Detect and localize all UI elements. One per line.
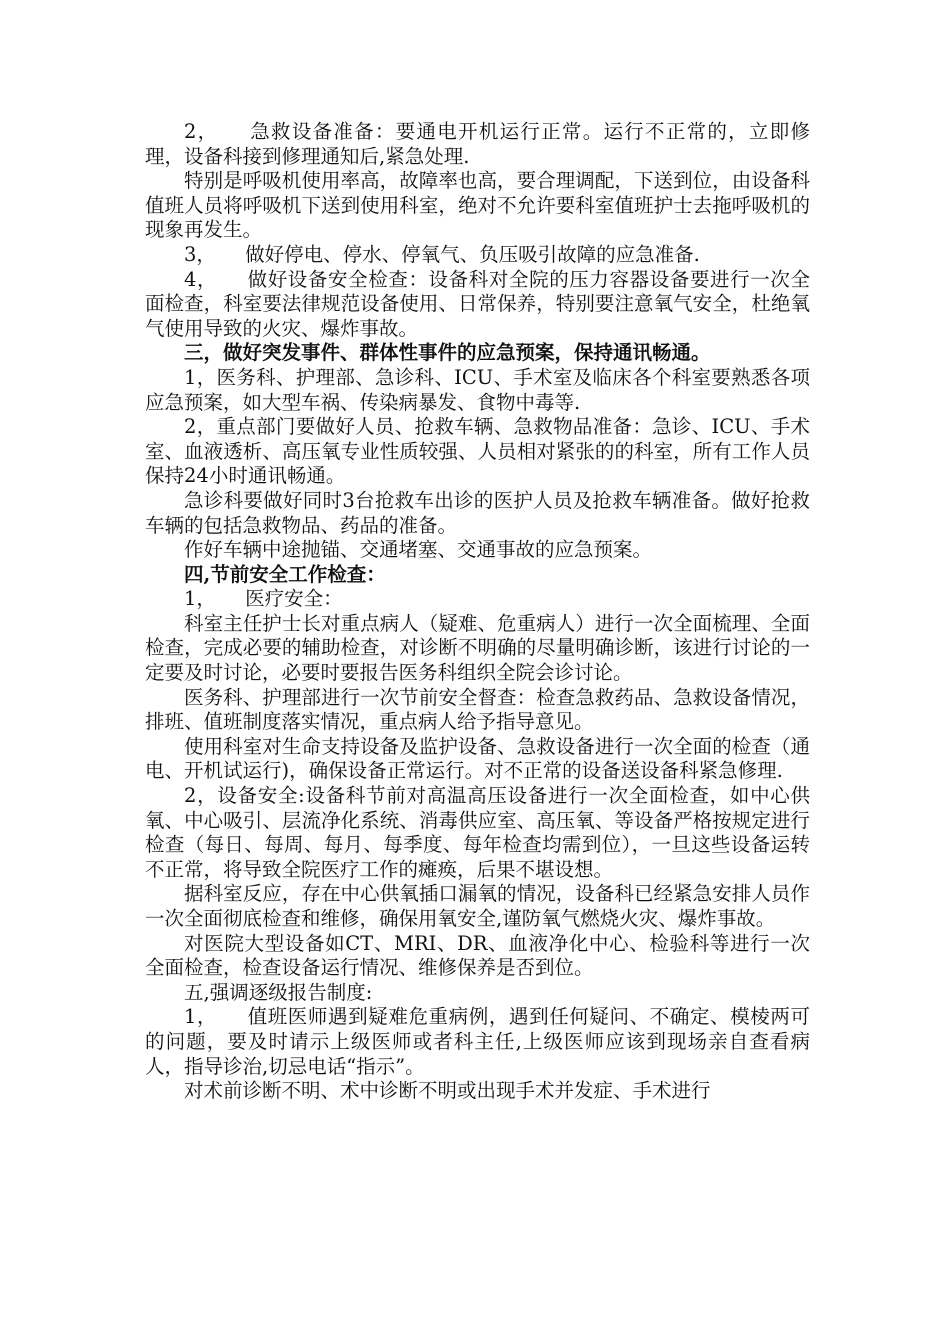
document-page: [145, 120, 810, 1104]
paragraph-2: 特别是呼吸机使用率高，故障率也高，要合理调配，下送到位，由设备科值班人员将呼吸机下送到使用科室，绝对不允许要科室值班护士去拖呼吸机的现象再发生。: [145, 169, 810, 242]
paragraph-8: 急诊科要做好同时3台抢救车出诊的医护人员及抢救车辆准备。做好抢救车辆的包括急救物品、药品的准备。: [145, 488, 810, 537]
paragraph-1: 2， 急救设备准备：要通电开机运行正常。运行不正常的，立即修理，设备科接到修理通知后,紧急处理.: [145, 120, 810, 168]
section-heading-4: 四,节前安全工作检查：: [184, 562, 386, 586]
paragraph-14: 使用科室对生命支持设备及监护设备、急救设备进行一次全面的检查（通电、开机试运行)，确保设备正常运行。对不正常的设备送设备科紧急修理.: [145, 734, 810, 783]
paragraph-9: 作好车辆中途抛锚、交通堵塞、交通事故的应急预案。: [184, 538, 653, 562]
paragraph-17: 对医院大型设备如CT、MRI、DR、血液净化中心、检验科等进行一次全面检查，检查设备运行情况、维修保养是否到位。: [145, 931, 810, 980]
section-heading-3: 三，做好突发事件、群体性事件的应急预案，保持通讯畅通。: [184, 341, 711, 365]
paragraph-15: 2，设备安全:设备科节前对高温高压设备进行一次全面检查，如中心供氧、中心吸引、层流净化系统、消毒供应室、高压氧、等设备严格按规定进行检查（每日、每周、每月、每季度、每年检查均需到位），一旦这些设备运转不正常，将导致全院医疗工作的瘫痪，后果不堪设想。: [145, 784, 810, 881]
paragraph-19: 1， 值班医师遇到疑难危重病例，遇到任何疑问、不确定、模棱两可的问题，要及时请示上级医师或者科主任,上级医师应该到现场亲自查看病人，指导诊治,切忌电话“指示”。: [145, 1005, 810, 1078]
paragraph-20: 对术前诊断不明、术中诊断不明或出现手术并发症、手术进行: [184, 1079, 711, 1103]
paragraph-11: 1， 医疗安全：: [184, 587, 343, 611]
paragraph-16: 据科室反应，存在中心供氧插口漏氧的情况，设备科已经紧急安排人员作一次全面彻底检查和维修，确保用氧安全,谨防氧气燃烧火灾、爆炸事故。: [145, 882, 810, 930]
paragraph-4: 4， 做好设备安全检查：设备科对全院的压力容器设备要进行一次全面检查，科室要法律规范设备使用、日常保养，特别要注意氧气安全，杜绝氧气使用导致的火灾、爆炸事故。: [145, 267, 810, 340]
section-heading-5: 五,强调逐级报告制度:: [184, 980, 373, 1004]
paragraph-7: 2，重点部门要做好人员、抢救车辆、急救物品准备：急诊、ICU、手术室、血液透析、高压氧专业性质较强、人员相对紧张的的科室，所有工作人员保持24小时通讯畅通。: [145, 415, 810, 488]
paragraph-3: 3， 做好停电、停水、停氧气、负压吸引故障的应急准备.: [184, 242, 700, 266]
paragraph-13: 医务科、护理部进行一次节前安全督查：检查急救药品、急救设备情况，排班、值班制度落实情况，重点病人给予指导意见。: [145, 685, 810, 734]
paragraph-12: 科室主任护士长对重点病人（疑难、危重病人）进行一次全面梳理、全面检查，完成必要的辅助检查，对诊断不明确的尽量明确诊断，该进行讨论的一定要及时讨论，必要时要报告医务科组织全院会诊讨论。: [145, 611, 810, 685]
paragraph-6: 1，医务科、护理部、急诊科、ICU、手术室及临床各个科室要熟悉各项应急预案，如大型车祸、传染病暴发、食物中毒等.: [145, 365, 810, 414]
